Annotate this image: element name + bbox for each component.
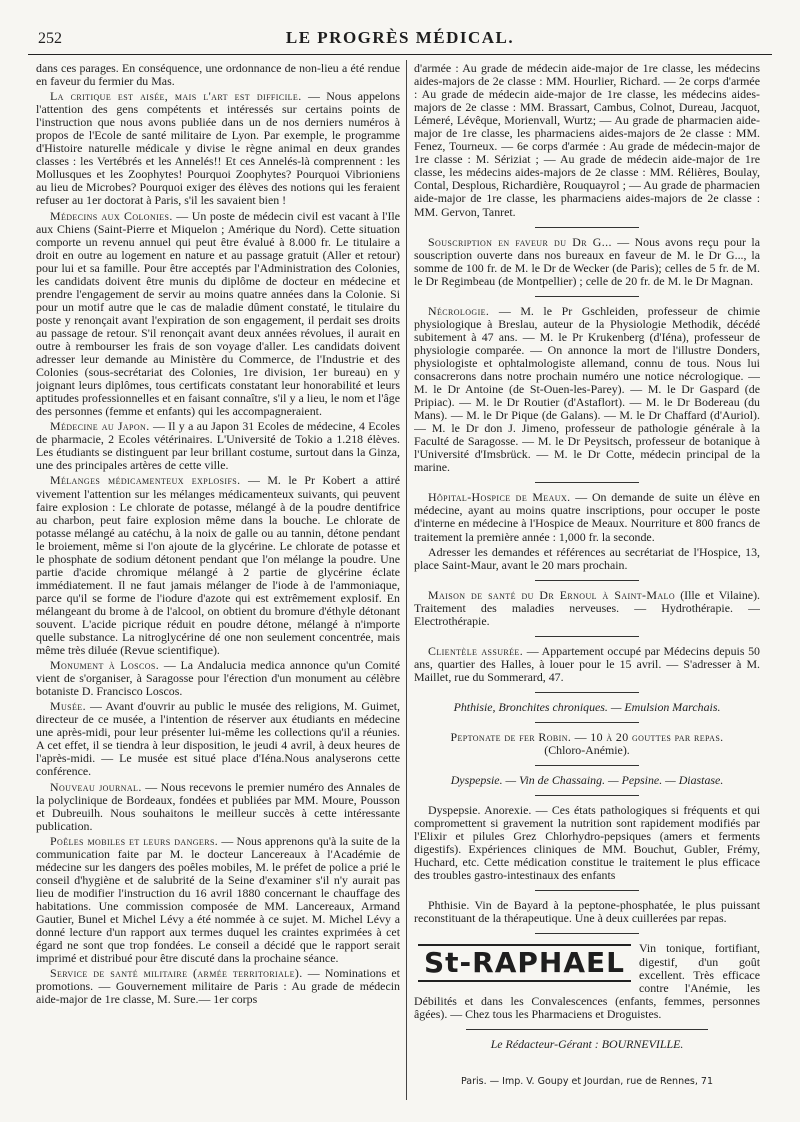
article-heading: Maison de santé du Dr Ernoul à Saint-Malo — [428, 587, 676, 602]
ad-maison-sante: Maison de santé du Dr Ernoul à Saint-Malo (Ille et Vilaine). Traitement des maladies nerveuses. — Hydrothérapie. — Electrothérapie. — [414, 587, 760, 628]
article-service-sante: Service de santé militaire (armée territoriale). — Nominations et promotions. — Gouvernement militaire de Paris : Au grade de médecin aide-major de 1re classe, M. Sure.— 1er corps — [36, 966, 400, 1007]
page-number: 252 — [38, 30, 62, 47]
separator — [535, 692, 639, 693]
separator — [535, 636, 639, 637]
separator — [535, 722, 639, 723]
st-raphael-text: Vin tonique, fortifiant, digestif, d'un goût excellent. Très efficace contre l'Anémie, les Débilités et dans les Convalescences (enfants, femmes, personnes âgées). — Chez tous les Pharmaciens et Droguistes. — [414, 941, 760, 1021]
ad-clientele: Clientèle assurée. — Appartement occupé par Médecins depuis 50 ans, quartier des Halles, à louer pour le 15 avril. — S'adresser à M. Maillet, rue du Sommerard, 47. — [414, 643, 760, 684]
column-divider — [406, 60, 407, 1100]
right-column — [414, 62, 760, 1094]
article-heading: Souscription en faveur du Dr G... — [428, 234, 612, 249]
ad-emulsion-marchais: Phthisie, Bronchites chroniques. — Emulsion Marchais. — [453, 699, 721, 714]
article-heading: La critique est aisée, mais l'art est difficile. — [50, 89, 302, 104]
article-critique: La critique est aisée, mais l'art est difficile. — Nous appelons l'attention des gens compétents et intéressés sur certains points de l'instruction que nous avons publiée dans un de nos derniers numéros à propos de l'Ecole de santé militaire de Lyon. Par exemple, le programme d'Histoire naturelle médicale y divise le règne animal en deux grandes classes : les Vertébrés et les Annelés!! Et ces Annelés-là comprennent : les Mollusques et les Zoophytes! Pourquoi Zoophytes? Pourquoi Vibrioniens au lieu de Microbes? Pourquoi exiger des élèves des notions qui les feraient refuser au 1er doctorat à Paris, s'il les savaient bien ! — [36, 89, 400, 208]
article-promotions: d'armée : Au grade de médecin aide-major de 1re classe, les médecins aides-majors de 2e classe : MM. Hourlier, Richard. — 2e corps d'armée : Au grade de médecin aide-major de 1re classe, les médecins aides-majors de 2e classe : MM. Brassart, Cambus, Colnot, Dureau, Jacquot, Lémeré, Lévêque, Morienvall, Wurtz; — Au grade de pharmacien aide-major de 1re classe, les pharmaciens aides-majors de 2e classe : MM. Fenez, Tourneux. — 6e corps d'armée : Au grade de médecin-major de 1re classe : M. Sériziat ; — Au grade de médecin aide-major de 1re classe, les médecins aides-majors de 2e classe : MM. Rélières, Boulay, Contal, Desplous, Richardière, Rouquayrol ; — Au grade de pharmacien aide-major de 1re classe, les pharmaciens aides-majors de 2e classe : MM. Gervon, Tanret. — [414, 62, 760, 219]
article-heading: Nouveau journal. — [50, 779, 142, 794]
separator — [535, 765, 639, 766]
editor-signature: Le Rédacteur-Gérant : BOURNEVILLE. — [490, 1036, 684, 1051]
separator — [535, 296, 639, 297]
page-header — [28, 26, 772, 55]
article-poeles: Poêles mobiles et leurs dangers. — Nous apprenons qu'à la suite de la communication faite par M. le docteur Lancereaux à l'Académie de médecine sur les dangers des poêles mobiles, M. le préfet de police a prié le conseil d'hygiène et de salubrité de la Seine d'examiner s'il n'y aurait pas lieu de modifier l'instruction du 16 avril 1880 concernant le chauffage des habitations. Une commission composée de MM. Lancereaux, Armand Gautier, Bunel et Michel Lévy a été nommée à ce sujet. M. Michel Lévy a donné lecture d'un rapport aux termes duquel les craintes exprimées à cet égard ne sont que trop fondées. Le conseil a décidé que le rapport serait imprimé et distribué pour être discuté dans la prochaine séance. — [36, 833, 400, 966]
separator — [535, 795, 639, 796]
separator — [535, 227, 639, 228]
printer-imprint: Paris. — Imp. V. Goupy et Jourdan, rue de Rennes, 71 — [460, 1076, 714, 1087]
article-heading: Clientèle assurée. — [428, 643, 524, 658]
article-souscription: Souscription en faveur du Dr G... — Nous avons reçu pour la souscription ouverte dans nos bureaux en faveur de M. le Dr G..., la somme de 100 fr. de M. le Dr de Wecker (de Paris); celles de 5 fr. de M. le Dr Regimbeau (de Montpellier) ; celle de 20 fr. de M. le Dr Magnan. — [414, 234, 760, 288]
separator — [466, 1029, 708, 1030]
article-meaux: Hôpital-Hospice de Meaux. — On demande de suite un élève en médecine, ayant au moins quatre inscriptions, pour occuper le poste d'interne en médecine à l'Hospice de Meaux. Nourriture et 800 francs de traitement la première année : 1,000 fr. la seconde. — [414, 490, 760, 544]
article-heading: Médecins aux Colonies. — [50, 208, 173, 223]
article-heading: Nécrologie. — [428, 303, 490, 318]
article-heading: Médecine au Japon. — [50, 419, 150, 434]
ad-peptonate-robin: Peptonate de fer Robin. — 10 à 20 gouttes par repas. — [450, 729, 724, 744]
article-meaux-adresse: Adresser les demandes et références au secrétariat de l'Hospice, 13, place Saint-Maur, avant le 20 mars prochain. — [414, 544, 760, 572]
article-loscos: Monument à Loscos. — La Andalucia medica annonce qu'un Comité vient de s'organiser, à Saragosse pour l'érection d'un monument au célèbre botaniste D. Francisco Loscos. — [36, 658, 400, 699]
article-japon: Médecine au Japon. — Il y a au Japon 31 Ecoles de médecine, 4 Ecoles de pharmacie, 2 Ecoles vétérinaires. L'Université de Tokio a 1.218 élèves. Les étudiants se distinguent par leur brillant costume, surtout dans la Ginza, une des principales artères de cette ville. — [36, 419, 400, 473]
article-journal: Nouveau journal. — Nous recevons le premier numéro des Annales de la polyclinique de Bordeaux, fondées et publiées par MM. Moure, Pousson et Dubreuilh. Nous souhaitons le meilleur succès à cette intéressante publication. — [36, 779, 400, 833]
separator — [535, 482, 639, 483]
article-heading: Service de santé militaire (armée territoriale). — [50, 966, 303, 981]
st-raphael-logo: St-RAPHAEL — [418, 944, 631, 982]
journal-title: LE PROGRÈS MÉDICAL. — [285, 28, 515, 47]
separator — [535, 580, 639, 581]
ad-peptonate-note: (Chloro-Anémie). — [544, 743, 630, 758]
ad-vin-bayard: Phthisie. Vin de Bayard à la peptone-phosphatée, le plus puissant reconstituant de la thérapeutique. Une à deux cuillerées par repas. — [414, 898, 760, 926]
article-heading: Poêles mobiles et leurs dangers. — [50, 833, 219, 848]
ad-elixir-grez: Dyspepsie. Anorexie. — Ces états pathologiques si fréquents et qui compromettent si gravement la nutrition sont rapidement modifiés par l'Elixir et pilules Grez Chlorhydro-pepsiques (amers et ferments digestifs). Expériences cliniques de MM. Bouchut, Gubler, Frémy, Huchard, etc. Cette médication constitue le traitement le plus efficace des troubles gastro-intestinaux des enfants — [414, 803, 760, 883]
article-heading: Monument à Loscos. — [50, 658, 160, 673]
article-musee: Musée. — Avant d'ouvrir au public le musée des religions, M. Guimet, directeur de ce musée, a l'intention de réserver aux étudiants en médecine une après-midi, pour leur présenter lui-même les collections qu'il a réunies. A cet effet, il se tiendra à leur disposition, le jeudi 4 avril, à deux heures de l'après-midi. — Le musée est situé place d'Iéna.Nous analyserons cette conférence. — [36, 699, 400, 779]
ad-st-raphael — [414, 942, 760, 1020]
article-continuation: dans ces parages. En conséquence, une ordonnance de non-lieu a été rendue en faveur du fermier du Mas. — [36, 62, 400, 89]
left-column — [36, 62, 400, 1094]
article-heading: Hôpital-Hospice de Meaux. — [428, 490, 571, 505]
separator — [535, 890, 639, 891]
article-heading: Mélanges médicamenteux explosifs. — [50, 473, 241, 488]
separator — [535, 933, 639, 934]
article-necrologie: Nécrologie. — M. le Pr Gschleiden, professeur de chimie physiologique à Breslau, auteur de la Physiologie Methodik, décédé subitement à 47 ans. — M. le Pr Krukenberg (d'Iéna), professeur de physiologie comparée. — On annonce la mort de l'illustre Donders, physiologiste et ophtalmologiste allemand, connu de tous. Nous lui consacrerons dans notre prochain numéro une notice nécrologique. — M. le Dr Antoine (de St-Ouen-les-Parey). — M. le Dr Gaspard (de Pripiac). — M. le Dr Routier (d'Astaflort). — M. le Dr Bodereau (du Mans). — M. le Dr Pique (de Galans). — M. le Dr Chaffard (d'Auriol). — M. le Dr don J. Jimeno, professeur de pathologie générale à la Faculté de Saragosse. — M. le Dr Peysitsch, professeur de botanique à l'Université d'Imsbrück. — M. le Dr Cotte, médecin principal de la marine. — [414, 303, 760, 475]
article-explosifs: Mélanges médicamenteux explosifs. — M. le Pr Kobert a attiré vivement l'attention sur les mélanges médicamenteux suivants, qui peuvent faire explosion : Le chlorate de potasse, mélangé à de la poudre dentifrice au charbon, peut faire explosion même dans la bouche. Le chlorate de potasse mélangé au catéchu, à la noix de galle ou au tannin, détone pendant le broiement, même si l'on ajoute de la glycérine. Le chlorate de potasse et le phosphate de sodium détonent pendant que l'on mélange la poudre. Une partie d'acide chromique mélangé à 2 partie de glycérine éclate immédiatement. Il ne faut jamais mélanger de l'iode à de l'ammoniaque, parce qu'il se forme de l'iodure d'azote qui est extrêmement explosif. En mélangeant du brome à de l'alcool, on obtient du bromure d'éthyle détonant souvent. L'acide picrique réduit en poudre détone, mélangé à n'importe quelle substance. La nitroglycérine dé one non seulement concentrée, mais même très diluée (Revue scientifique). — [36, 473, 400, 658]
article-colonies: Médecins aux Colonies. — Un poste de médecin civil est vacant à l'Ile aux Chiens (Saint-Pierre et Miquelon ; Amérique du Nord). Cette situation comporte un revenu annuel qui peut être évalué à 8.000 fr. Le titulaire a droit en outre au logement en nature et au passage gratuit (Aller et retour) pour lui et sa famille. Pour être acceptés par l'Administration des Colonies, les candidats doivent être munis du diplôme de docteur en médecine et prendre l'engagement de servir au moins quatre années dans la Colonie. Si pour un motif autre que le cas de maladie dûment constaté, le titulaire du poste y renonçait avant l'expiration de son engagement, il perdait ses droits au passage de retour. S'il renonçait avant deux années révolues, il aurait en outre à rembourser les frais de son voyage d'aller. Les candidats doivent adresser leur demande au Ministère du Commerce, de l'Industrie et des Colonies (sous-secrétariat des Colonies, 1re division, 1er bureau) en y joignant leurs diplômes, tous certificats constatant leur honorabilité et leurs aptitudes professionnelles et en faisant connaître, s'il y a lieu, le nom et l'âge des personnes (femme et enfants) qui les accompagneraient. — [36, 208, 400, 419]
article-heading: Musée. — [50, 699, 86, 714]
ad-vin-chassaing: Dyspepsie. — Vin de Chassaing. — Pepsine. — Diastase. — [450, 773, 724, 788]
